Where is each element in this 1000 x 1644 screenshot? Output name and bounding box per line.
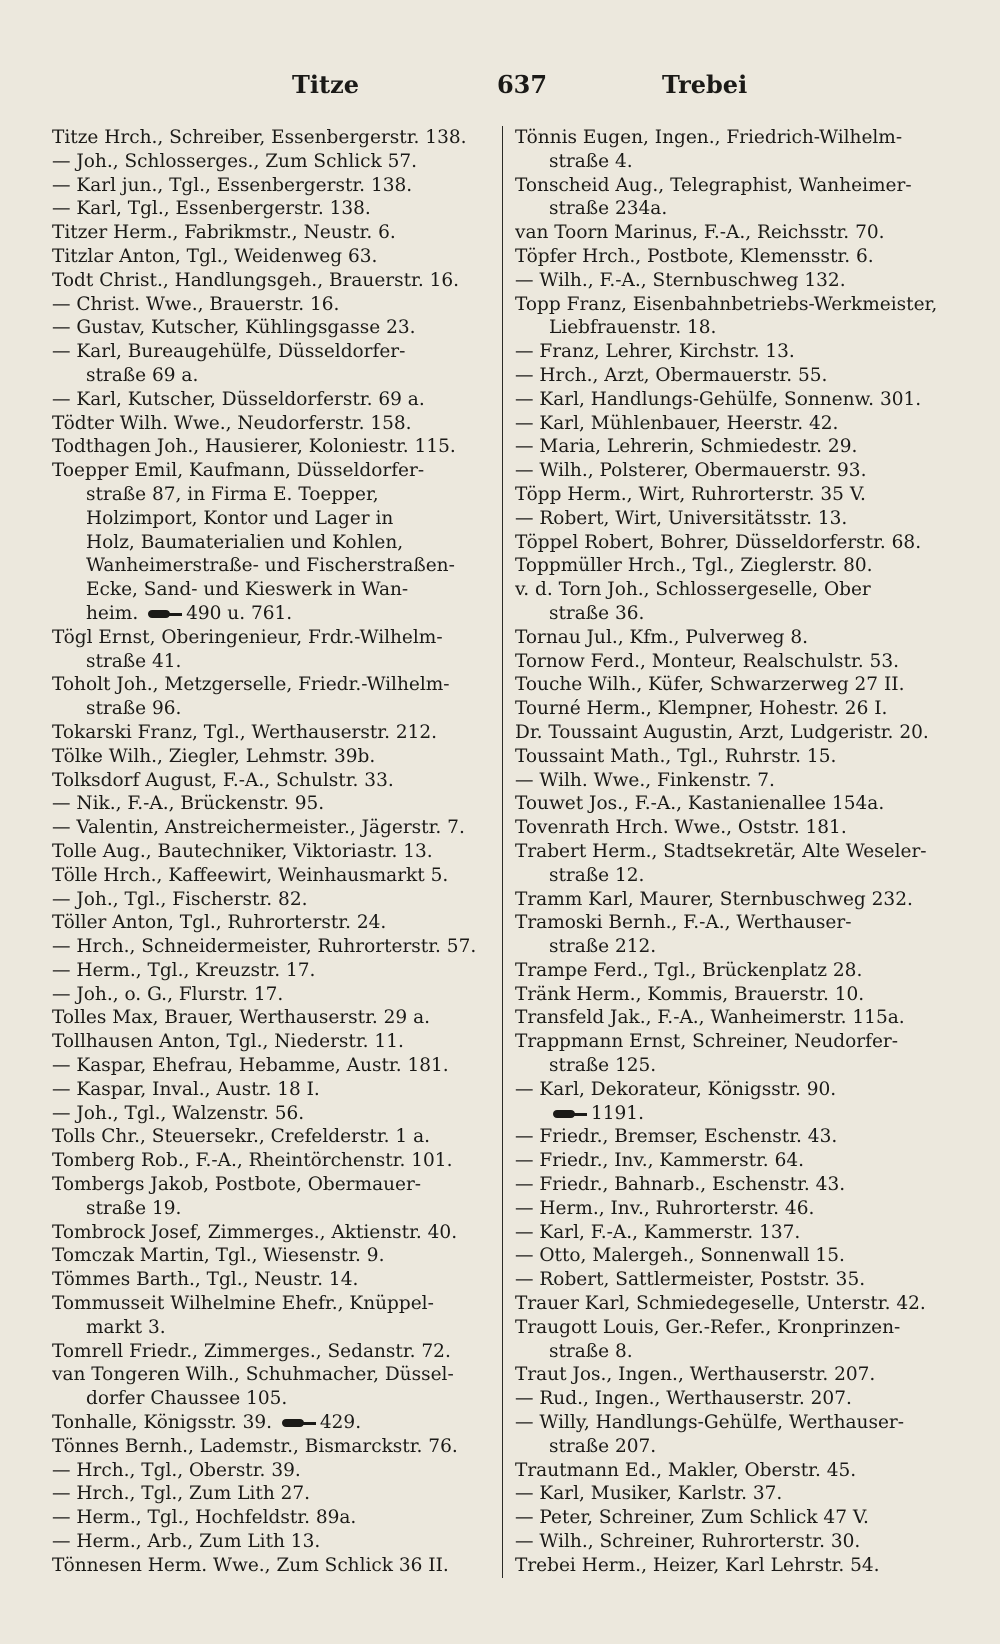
page-header [52,70,962,126]
entry-line: — Hrch., Tgl., Oberstr. 39. [52,1459,301,1481]
entry-line: Traut Jos., Ingen., Werthauserstr. 207. [515,1364,876,1386]
directory-entry [515,412,952,436]
directory-entry [52,959,494,983]
directory-entry [515,554,952,578]
entry-continuation: Holz, Baumaterialien und Kohlen, [86,531,404,553]
directory-entry [515,340,952,364]
directory-entry [515,673,952,697]
directory-entry [515,721,952,745]
entry-line: Toussaint Math., Tgl., Ruhrstr. 15. [515,745,837,767]
entry-line: — Karl, Tgl., Essenbergerstr. 138. [52,198,371,220]
entry-continuation: dorfer Chaussee 105. [86,1388,288,1410]
entry-line: — Karl jun., Tgl., Essenbergerstr. 138. [52,174,413,196]
entry-line: — Karl, Mühlenbauer, Heerstr. 42. [515,412,839,434]
telephone-number: 1191. [591,1102,644,1124]
directory-entry [515,959,952,983]
entry-line: van Toorn Marinus, F.-A., Reichsstr. 70. [515,222,885,244]
entry-continuation: straße 96. [86,698,182,720]
directory-entry [515,769,952,793]
directory-entry [52,864,494,888]
entry-line: Tolls Chr., Steuersekr., Crefelderstr. 1 a. [52,1126,430,1148]
directory-entry [515,1006,952,1030]
entry-line: — Joh., Tgl., Walzenstr. 56. [52,1102,305,1124]
directory-entry [52,840,494,864]
directory-entry [52,1411,494,1435]
directory-entry [515,221,952,245]
entry-line: — Karl, F.-A., Kammerstr. 137. [515,1221,801,1243]
entry-line [515,1102,952,1126]
entry-line: Tolles Max, Brauer, Werthauserstr. 29 a. [52,1007,430,1029]
entry-line: — Hrch., Arzt, Obermauerstr. 55. [515,364,828,386]
entry-line: — Kaspar, Inval., Austr. 18 I. [52,1078,320,1100]
entry-line: Transfeld Jak., F.-A., Wanheimerstr. 115a. [515,1007,905,1029]
entry-line: — Maria, Lehrerin, Schmiedestr. 29. [515,436,858,458]
directory-entry [515,1030,952,1078]
directory-entry [515,1387,952,1411]
entry-line: — Herm., Arb., Zum Lith 13. [52,1531,321,1553]
directory-entry [52,935,494,959]
directory-entry [515,1363,952,1387]
directory-entry [52,1268,494,1292]
entry-continuation: straße 19. [86,1197,182,1219]
entry-line: — Robert, Wirt, Universitätsstr. 13. [515,507,848,529]
entry-line: — Herm., Inv., Ruhrorterstr. 46. [515,1197,815,1219]
entry-line: Touche Wilh., Küfer, Schwarzerweg 27 II. [515,674,905,696]
directory-entry [515,1506,952,1530]
telephone-icon [282,1417,316,1429]
directory-entry [52,1292,494,1340]
directory-entry [515,1411,952,1459]
entry-line: — Nik., F.-A., Brückenstr. 95. [52,793,325,815]
entry-line: Töller Anton, Tgl., Ruhrorterstr. 24. [52,912,387,934]
entry-line: Titzlar Anton, Tgl., Weidenweg 63. [52,245,378,267]
directory-entry [52,1459,494,1483]
directory-entry [52,316,494,340]
entry-line: Titzer Herm., Fabrikmstr., Neustr. 6. [52,222,396,244]
directory-entry [52,816,494,840]
entry-continuation: straße 87, in Firma E. Toepper, [86,483,379,505]
directory-entry [52,626,494,674]
entry-line: Tovenrath Hrch. Wwe., Oststr. 181. [515,817,847,839]
entry-continuation: straße 12. [549,864,645,886]
directory-entry [515,626,952,650]
entry-line: Tomrell Friedr., Zimmerges., Sedanstr. 72. [52,1340,451,1362]
entry-line: Topp Franz, Eisenbahnbetriebs-Werkmeister, [515,293,938,315]
telephone-icon [553,1108,587,1120]
left-column [52,126,502,1578]
directory-entry [515,697,952,721]
columns [52,126,962,1578]
directory-entry [515,1482,952,1506]
entry-line: — Friedr., Bahnarb., Eschenstr. 43. [515,1174,846,1196]
entry-line: — Valentin, Anstreichermeister., Jägerstr. 7. [52,817,465,839]
directory-entry [52,983,494,1007]
directory-entry [515,531,952,555]
directory-entry [52,888,494,912]
directory-entry [515,245,952,269]
entry-line: — Karl, Musiker, Karlstr. 37. [515,1483,783,1505]
directory-entry [515,816,952,840]
directory-entry [515,459,952,483]
directory-entry [52,126,494,150]
entry-line: Traugott Louis, Ger.-Refer., Kronprinzen- [515,1316,901,1338]
entry-line: Tourné Herm., Klempner, Hohestr. 26 I. [515,698,888,720]
telephone-number: 490 u. 761. [186,602,293,624]
entry-continuation: Holzimport, Kontor und Lager in [86,507,394,529]
entry-line: Tomczak Martin, Tgl., Wiesenstr. 9. [52,1245,385,1267]
entry-continuation: Wanheimerstraße- und Fischerstraßen- [86,555,455,577]
entry-continuation: straße 4. [549,150,633,172]
entry-line: Titze Hrch., Schreiber, Essenbergerstr. 138. [52,127,467,148]
entry-line: Tomberg Rob., F.-A., Rheintörchenstr. 101. [52,1150,453,1172]
directory-entry [515,983,952,1007]
directory-entry [52,1173,494,1221]
directory-entry [52,1054,494,1078]
directory-entry [52,721,494,745]
entry-line: — Robert, Sattlermeister, Poststr. 35. [515,1269,866,1291]
directory-entry [52,412,494,436]
directory-entry [515,1149,952,1173]
entry-line: — Willy, Handlungs-Gehülfe, Werthauser- [515,1412,904,1434]
entry-line: Tögl Ernst, Oberingenieur, Frdr.-Wilhelm- [52,626,443,648]
entry-line: Toholt Joh., Metzgerselle, Friedr.-Wilhelm- [52,674,450,696]
entry-line: — Peter, Schreiner, Zum Schlick 47 V. [515,1507,869,1529]
entry-line: — Herm., Tgl., Hochfeldstr. 89a. [52,1507,357,1529]
directory-entry [515,1102,952,1126]
entry-continuation: Liebfrauenstr. 18. [549,317,717,339]
directory-entry [52,197,494,221]
directory-entry [52,1244,494,1268]
entry-line: Tornau Jul., Kfm., Pulverweg 8. [515,626,809,648]
entry-line: Trabert Herm., Stadtsekretär, Alte Weseler- [515,840,927,862]
entry-line: — Karl, Dekorateur, Königsstr. 90. [515,1078,837,1100]
entry-line: Todthagen Joh., Hausierer, Koloniestr. 115. [52,436,456,458]
entry-line: — Franz, Lehrer, Kirchstr. 13. [515,341,795,363]
directory-entry [52,435,494,459]
directory-entry [515,1173,952,1197]
right-column [502,126,952,1578]
directory-entry [515,1554,952,1578]
entry-line: — Hrch., Tgl., Zum Lith 27. [52,1483,311,1505]
directory-entry [515,1530,952,1554]
entry-continuation: markt 3. [86,1316,166,1338]
directory-entry [515,1125,952,1149]
entry-line: Tornow Ferd., Monteur, Realschulstr. 53. [515,650,899,672]
entry-line: — Otto, Malergeh., Sonnenwall 15. [515,1245,845,1267]
directory-entry [52,459,494,602]
entry-line: — Friedr., Inv., Kammerstr. 64. [515,1150,804,1172]
directory-entry [52,1435,494,1459]
directory-entry [52,1340,494,1364]
directory-entry [52,1078,494,1102]
directory-entry [52,745,494,769]
entry-line: Dr. Toussaint Augustin, Arzt, Ludgeristr. 20. [515,721,929,743]
directory-entry [52,1506,494,1530]
directory-entry [52,602,494,626]
entry-line: Tönnes Bernh., Lademstr., Bismarckstr. 76. [52,1435,458,1457]
entry-line: Todt Christ., Handlungsgeh., Brauerstr. 16. [52,269,460,291]
entry-line: — Hrch., Schneidermeister, Ruhrorterstr. 57. [52,936,477,958]
directory-entry [515,1221,952,1245]
directory-entry [515,1292,952,1316]
directory-entry [52,1149,494,1173]
entry-line: Trampe Ferd., Tgl., Brückenplatz 28. [515,959,863,981]
directory-entry [515,174,952,222]
entry-line: Tömmes Barth., Tgl., Neustr. 14. [52,1269,359,1291]
directory-entry [515,483,952,507]
entry-line: Tokarski Franz, Tgl., Werthauserstr. 212. [52,721,438,743]
header-last-name: Trebei [662,70,748,99]
directory-entry [515,792,952,816]
directory-entry [515,269,952,293]
directory-entry [52,792,494,816]
entry-line: — Gustav, Kutscher, Kühlingsgasse 23. [52,317,416,339]
directory-entry [52,245,494,269]
directory-entry [515,364,952,388]
entry-line: — Kaspar, Ehefrau, Hebamme, Austr. 181. [52,1055,449,1077]
entry-continuation: straße 36. [549,602,645,624]
directory-entry [52,1030,494,1054]
entry-line: Tolle Aug., Bautechniker, Viktoriastr. 13. [52,840,433,862]
directory-entry [52,269,494,293]
entry-line: — Wilh., Schreiner, Ruhrorterstr. 30. [515,1531,861,1553]
directory-entry [52,1125,494,1149]
entry-continuation: straße 8. [549,1340,633,1362]
entry-line: Trautmann Ed., Makler, Oberstr. 45. [515,1459,857,1481]
entry-continuation: Ecke, Sand- und Kieswerk in Wan- [86,579,409,601]
directory-entry [52,769,494,793]
directory-entry [52,1102,494,1126]
entry-line: Toppmüller Hrch., Tgl., Zieglerstr. 80. [515,555,873,577]
entry-line: — Wilh., Polsterer, Obermauerstr. 93. [515,460,867,482]
directory-entry [515,1078,952,1102]
header-first-name: Titze [292,70,359,99]
entry-line: — Joh., Tgl., Fischerstr. 82. [52,888,308,910]
entry-line: Tölle Hrch., Kaffeewirt, Weinhausmarkt 5. [52,864,449,886]
directory-entry [515,435,952,459]
directory-entry [52,293,494,317]
telephone-number: 429. [319,1412,362,1434]
entry-line: — Wilh., F.-A., Sternbuschweg 132. [515,269,846,291]
directory-entry [52,174,494,198]
entry-line: Tommusseit Wilhelmine Ehefr., Knüppel- [52,1293,434,1315]
entry-line: — Karl, Bureaugehülfe, Düsseldorfer- [52,341,406,363]
directory-entry [52,1363,494,1411]
entry-line: — Rud., Ingen., Werthauserstr. 207. [515,1388,852,1410]
directory-entry [52,388,494,412]
entry-line: Touwet Jos., F.-A., Kastanienallee 154a. [515,793,885,815]
directory-entry [515,1459,952,1483]
directory-entry [515,840,952,888]
entry-line: v. d. Torn Joh., Schlossergeselle, Ober [515,579,871,601]
entry-continuation: straße 207. [549,1435,657,1457]
entry-line: — Joh., Schlosserges., Zum Schlick 57. [52,150,418,172]
directory-entry [52,1530,494,1554]
entry-line: Trebei Herm., Heizer, Karl Lehrstr. 54. [515,1554,880,1576]
directory-entry [515,507,952,531]
entry-line: — Wilh. Wwe., Finkenstr. 7. [515,769,775,791]
entry-line: Tönnesen Herm. Wwe., Zum Schlick 36 II. [52,1554,449,1576]
directory-entry [52,150,494,174]
entry-line: Tränk Herm., Kommis, Brauerstr. 10. [515,983,865,1005]
entry-line: Töpfer Hrch., Postbote, Klemensstr. 6. [515,245,874,267]
directory-entry [515,1268,952,1292]
entry-line: — Karl, Kutscher, Düsseldorferstr. 69 a. [52,388,425,410]
entry-line: van Tongeren Wilh., Schuhmacher, Düssel- [52,1364,454,1386]
entry-line: — Karl, Handlungs-Gehülfe, Sonnenw. 301. [515,388,922,410]
entry-line: Tombergs Jakob, Postbote, Obermauer- [52,1174,422,1196]
page-number: 637 [496,70,548,99]
entry-line: — Friedr., Bremser, Eschenstr. 43. [515,1126,838,1148]
entry-line: Tonscheid Aug., Telegraphist, Wanheimer- [515,174,912,196]
entry-line: — Herm., Tgl., Kreuzstr. 17. [52,959,316,981]
directory-entry [52,1554,494,1578]
directory-entry [515,650,952,674]
directory-entry [515,911,952,959]
directory-entry [52,911,494,935]
directory-entry [52,340,494,388]
entry-continuation: straße 69 a. [86,364,199,386]
directory-entry [515,293,952,341]
directory-entry [515,745,952,769]
directory-entry [515,578,952,626]
entry-line: Tollhausen Anton, Tgl., Niederstr. 11. [52,1031,404,1053]
entry-line: Trauer Karl, Schmiedegeselle, Unterstr. 42. [515,1293,926,1315]
entry-line: Toepper Emil, Kaufmann, Düsseldorfer- [52,460,425,482]
entry-line: Tombrock Josef, Zimmerges., Aktienstr. 40. [52,1221,458,1243]
entry-line: Tonhalle, Königsstr. 39. 429. [52,1412,362,1434]
entry-continuation: straße 41. [86,650,182,672]
entry-continuation: straße 234a. [549,198,668,220]
telephone-icon [148,608,182,620]
directory-entry [515,1316,952,1364]
entry-line: — Joh., o. G., Flurstr. 17. [52,983,284,1005]
entry-line: Tödter Wilh. Wwe., Neudorferstr. 158. [52,412,412,434]
entry-line: Tolksdorf August, F.-A., Schulstr. 33. [52,769,394,791]
directory-entry [515,126,952,174]
directory-entry [515,888,952,912]
entry-line: Töppel Robert, Bohrer, Düsseldorferstr. 68. [515,531,922,553]
directory-entry [52,673,494,721]
directory-entry [52,221,494,245]
directory-entry [52,1482,494,1506]
entry-continuation: straße 125. [549,1055,657,1077]
entry-line: heim. 490 u. 761. [86,602,293,624]
entry-line: Töpp Herm., Wirt, Ruhrorterstr. 35 V. [515,483,866,505]
entry-line: — Christ. Wwe., Brauerstr. 16. [52,293,340,315]
entry-continuation: straße 212. [549,936,657,958]
entry-line: Tönnis Eugen, Ingen., Friedrich-Wilhelm- [515,127,903,148]
directory-entry [52,1006,494,1030]
entry-line: Trappmann Ernst, Schreiner, Neudorfer- [515,1031,898,1053]
directory-entry [52,1221,494,1245]
entry-line: Tölke Wilh., Ziegler, Lehmstr. 39b. [52,745,376,767]
directory-entry [515,1244,952,1268]
directory-entry [515,1197,952,1221]
entry-line: Tramm Karl, Maurer, Sternbuschweg 232. [515,888,913,910]
entry-line: Tramoski Bernh., F.-A., Werthauser- [515,912,852,934]
directory-entry [515,388,952,412]
